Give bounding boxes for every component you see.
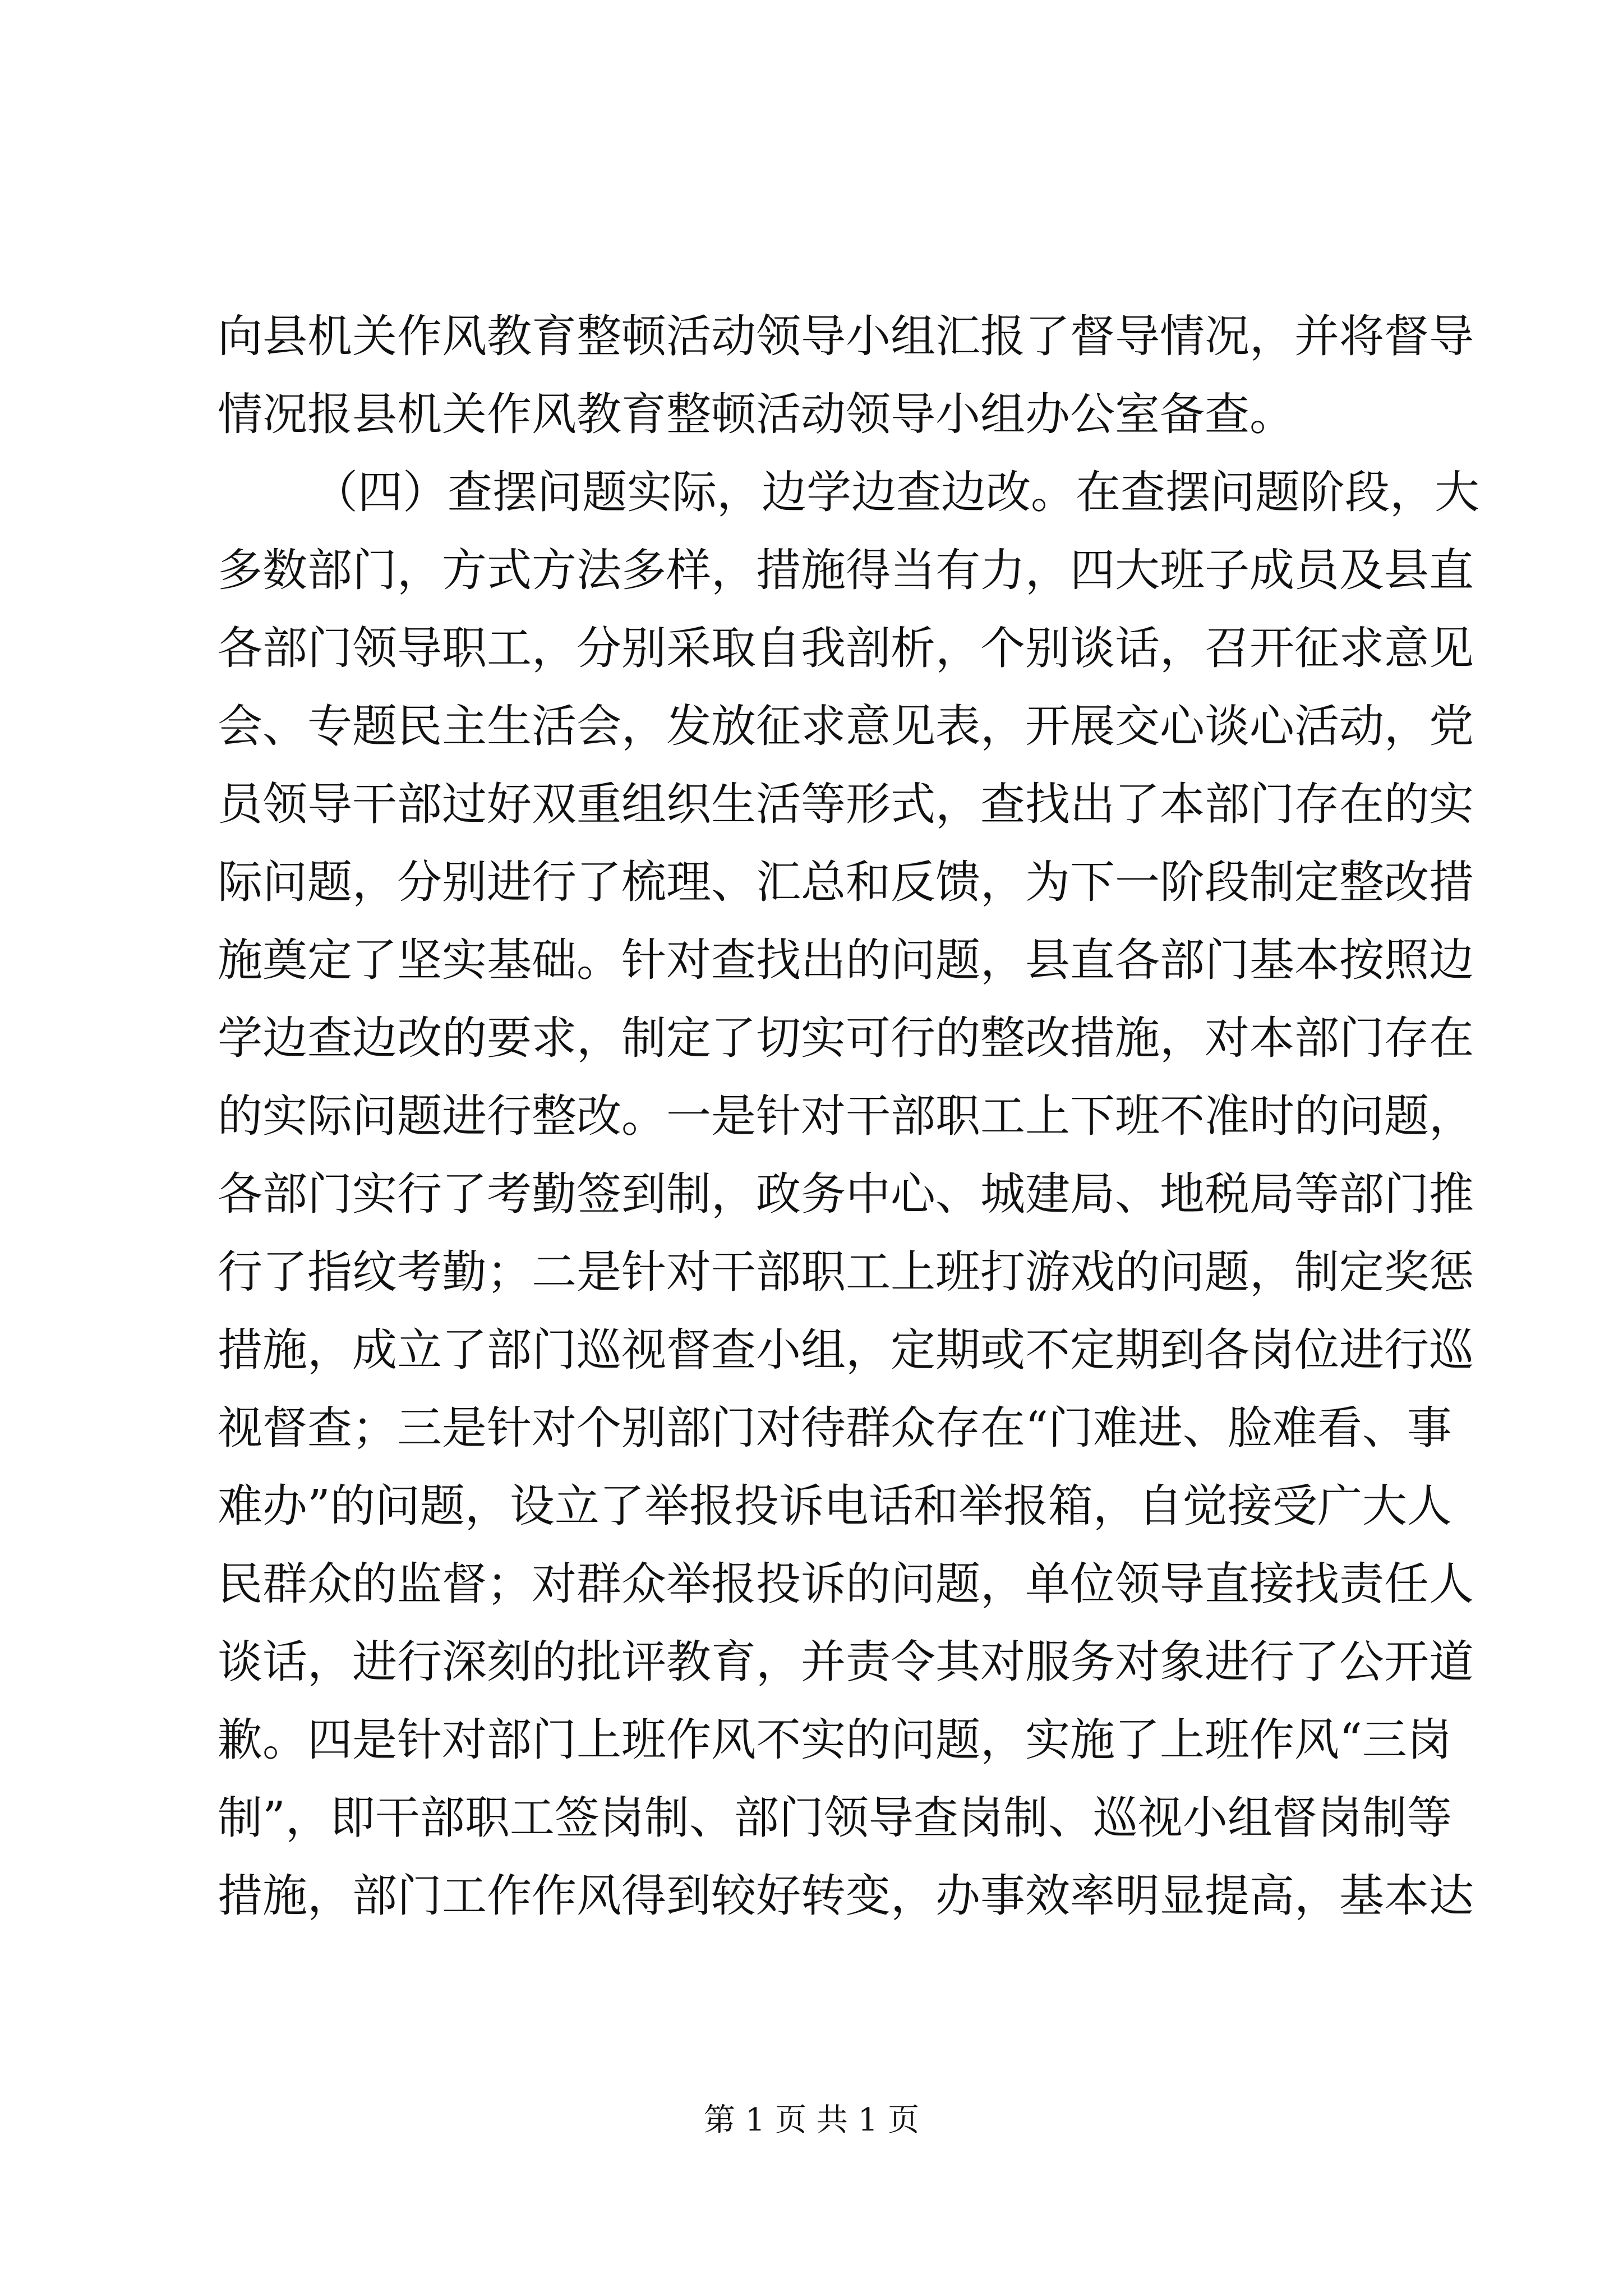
text-line: 会、专题民主生活会，发放征求意见表，开展交心谈心活动，党 — [218, 700, 1474, 752]
text-line: 向县机关作风教育整顿活动领导小组汇报了督导情况，并将督导 — [218, 310, 1474, 362]
text-line: 制”，即干部职工签岗制、部门领导查岗制、巡视小组督岗制等 — [218, 1792, 1452, 1844]
paragraph-start-line: （四）查摆问题实际，边学边查边改。在查摆问题阶段，大 — [313, 466, 1479, 518]
text-line: 措施，成立了部门巡视督查小组，定期或不定期到各岗位进行巡 — [218, 1324, 1474, 1376]
text-line: 各部门领导职工，分别采取自我剖析，个别谈话，召开征求意见 — [218, 622, 1474, 674]
text-line: 际问题，分别进行了梳理、汇总和反馈，为下一阶段制定整改措 — [218, 856, 1474, 908]
text-line: 员领导干部过好双重组织生活等形式，查找出了本部门存在的实 — [218, 778, 1474, 830]
text-line: 民群众的监督；对群众举报投诉的问题，单位领导直接找责任人 — [218, 1558, 1474, 1610]
text-line: 的实际问题进行整改。一是针对干部职工上下班不准时的问题， — [218, 1090, 1474, 1142]
text-line: 多数部门，方式方法多样，措施得当有力，四大班子成员及县直 — [218, 544, 1474, 596]
text-line: 难办”的问题，设立了举报投诉电话和举报箱，自觉接受广大人 — [218, 1480, 1452, 1532]
text-line: 歉。四是针对部门上班作风不实的问题，实施了上班作风“三岗 — [218, 1714, 1452, 1766]
text-line: 各部门实行了考勤签到制，政务中心、城建局、地税局等部门推 — [218, 1168, 1474, 1220]
text-line: 施奠定了坚实基础。针对查找出的问题，县直各部门基本按照边 — [218, 934, 1474, 986]
text-line: 学边查边改的要求，制定了切实可行的整改措施，对本部门存在 — [218, 1012, 1474, 1064]
text-line: 谈话，进行深刻的批评教育，并责令其对服务对象进行了公开道 — [218, 1636, 1474, 1688]
text-line: 措施，部门工作作风得到较好转变，办事效率明显提高，基本达 — [218, 1870, 1474, 1922]
text-line: 视督查；三是针对个别部门对待群众存在“门难进、脸难看、事 — [218, 1402, 1452, 1454]
page-footer: 第 1 页 共 1 页 — [703, 2102, 920, 2138]
text-line: 行了指纹考勤；二是针对干部职工上班打游戏的问题，制定奖惩 — [218, 1246, 1474, 1298]
body-text — [218, 297, 1479, 1935]
text-line: 情况报县机关作风教育整顿活动领导小组办公室备查。 — [218, 388, 1294, 440]
